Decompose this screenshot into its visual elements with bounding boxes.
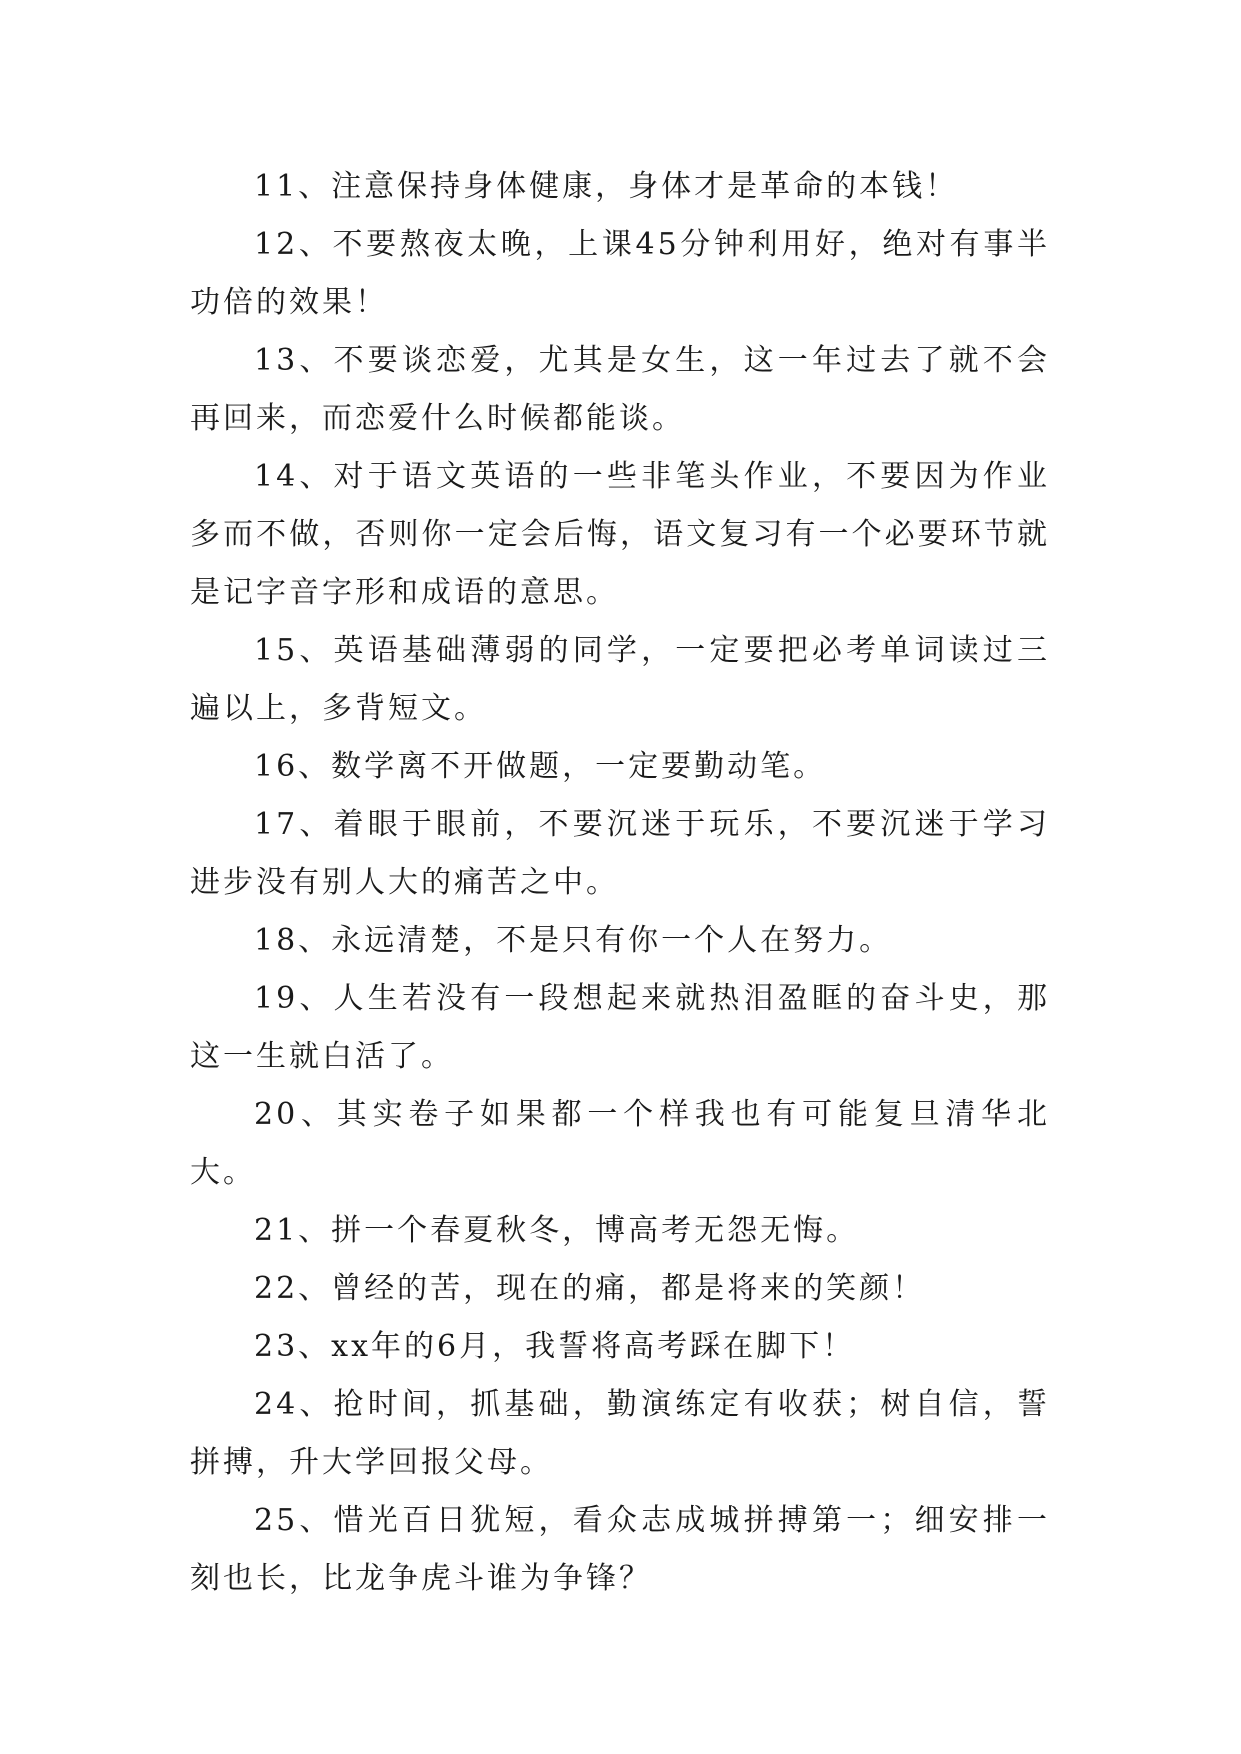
- paragraph-17: 17、着眼于眼前，不要沉迷于玩乐，不要沉迷于学习进步没有别人大的痛苦之中。: [190, 807, 1050, 900]
- paragraph-24: 24、抢时间，抓基础，勤演练定有收获；树自信，誓拼搏，升大学回报父母。: [190, 1387, 1050, 1480]
- paragraph-23: 23、xx年的6月，我誓将高考踩在脚下！: [254, 1329, 856, 1364]
- paragraph-19: 19、人生若没有一段想起来就热泪盈眶的奋斗史，那这一生就白活了。: [190, 981, 1050, 1074]
- paragraph-16: 16、数学离不开做题，一定要勤动笔。: [254, 749, 827, 784]
- paragraph-11: 11、注意保持身体健康，身体才是革命的本钱！: [254, 169, 959, 204]
- paragraph-21: 21、拼一个春夏秋冬，博高考无怨无悔。: [254, 1213, 860, 1248]
- paragraph-12: 12、不要熬夜太晚，上课45分钟利用好，绝对有事半功倍的效果！: [190, 227, 1050, 320]
- paragraph-25: 25、惜光百日犹短，看众志成城拼搏第一；细安排一刻也长，比龙争虎斗谁为争锋？: [190, 1503, 1050, 1596]
- paragraph-20: 20、其实卷子如果都一个样我也有可能复旦清华北大。: [190, 1097, 1050, 1190]
- paragraph-22: 22、曾经的苦，现在的痛，都是将来的笑颜！: [254, 1271, 926, 1306]
- paragraph-13: 13、不要谈恋爱，尤其是女生，这一年过去了就不会再回来，而恋爱什么时候都能谈。: [190, 343, 1050, 436]
- document-body: [190, 158, 1050, 1608]
- paragraph-15: 15、英语基础薄弱的同学，一定要把必考单词读过三遍以上，多背短文。: [190, 633, 1050, 726]
- paragraph-18: 18、永远清楚，不是只有你一个人在努力。: [254, 923, 893, 958]
- paragraph-14: 14、对于语文英语的一些非笔头作业，不要因为作业多而不做，否则你一定会后悔，语文复习有一个必要环节就是记字音字形和成语的意思。: [190, 459, 1050, 610]
